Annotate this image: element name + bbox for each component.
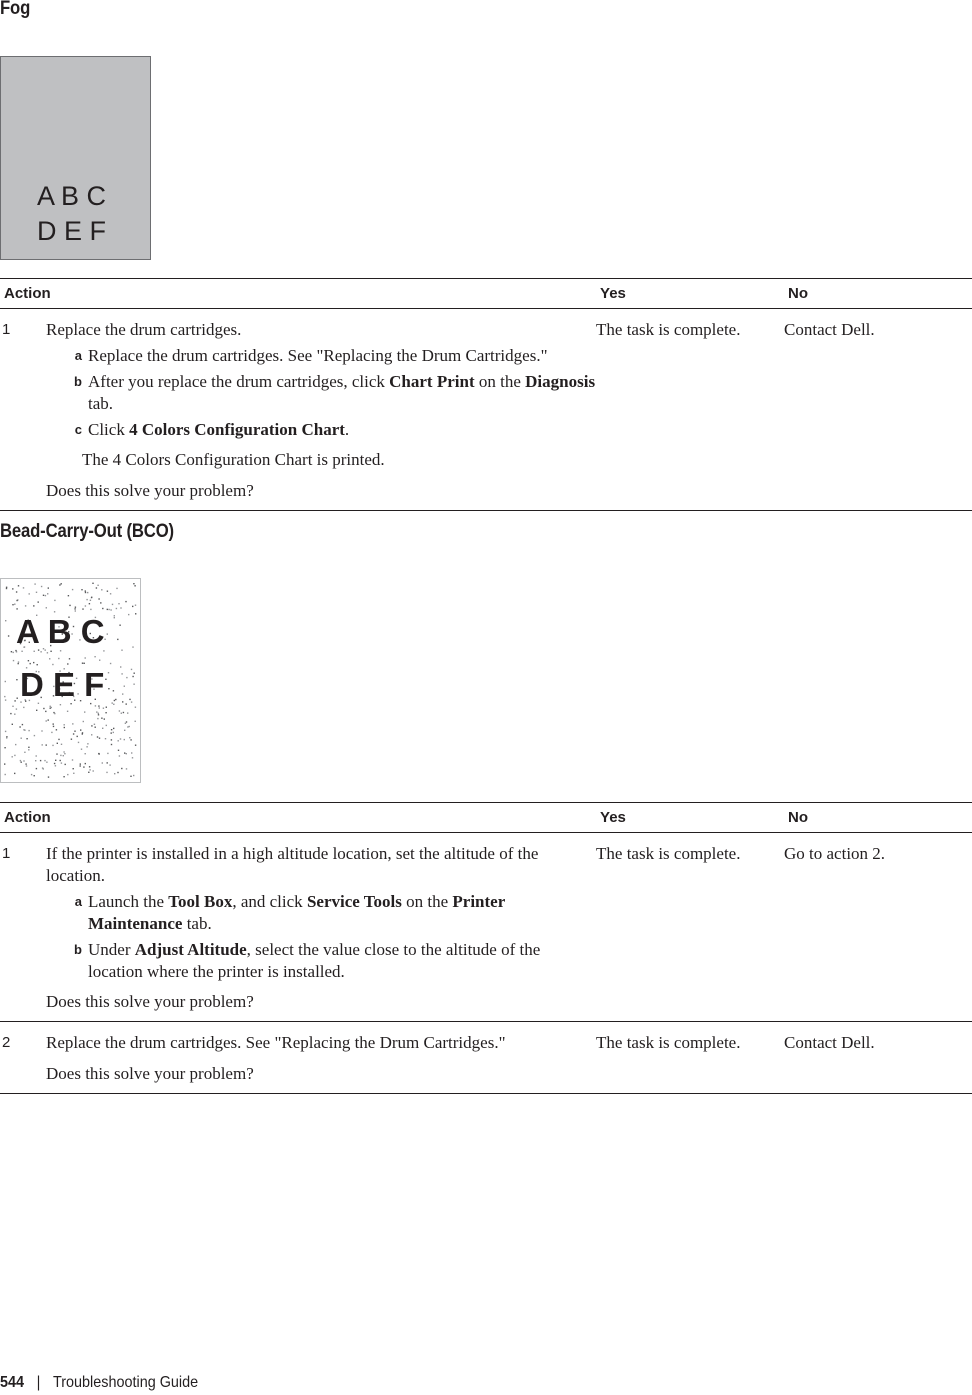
section-heading-fog: Fog	[0, 0, 31, 19]
action-question: Does this solve your problem?	[46, 992, 254, 1011]
table-row	[0, 1022, 972, 1094]
column-header-action: Action	[0, 803, 596, 833]
fog-sample-image	[0, 56, 152, 261]
action-intro: Replace the drum cartridges. See "Replacing the Drum Cartridges."	[46, 1033, 506, 1052]
action-number: 1	[0, 833, 46, 1022]
action-step	[46, 419, 596, 441]
ui-term-diagnosis: Diagnosis	[525, 372, 596, 391]
step-letter: c	[74, 422, 82, 437]
page-number: 544	[0, 1374, 25, 1391]
ui-term-service-tools: Service Tools	[306, 892, 402, 911]
action-question: Does this solve your problem?	[46, 481, 254, 500]
ui-term-chart-print: Chart Print	[389, 372, 475, 391]
action-number: 1	[0, 309, 46, 511]
table-header-row	[0, 279, 972, 309]
action-step	[46, 891, 596, 935]
bco-action-table	[0, 802, 972, 1094]
section-heading-bco: Bead-Carry-Out (BCO)	[0, 521, 174, 542]
fog-sample-line-2: D E F	[37, 216, 107, 246]
fog-action-table	[0, 278, 972, 511]
action-step	[46, 371, 596, 415]
ui-term-printer-maintenance: Printer Maintenance	[88, 892, 505, 933]
no-cell: Contact Dell.	[784, 1022, 972, 1094]
step-text: Click 4 Colors Configuration Chart.	[88, 420, 350, 439]
action-cell	[46, 833, 596, 1022]
action-question: Does this solve your problem?	[46, 1064, 254, 1083]
no-cell: Contact Dell.	[784, 309, 972, 511]
bco-sample-line-2: D E F	[20, 666, 105, 703]
ui-term-adjust-altitude: Adjust Altitude	[134, 940, 247, 959]
action-intro: If the printer is installed in a high altitude location, set the altitude of the location.	[46, 844, 539, 885]
step-letter: b	[74, 374, 82, 389]
table-header-row	[0, 803, 972, 833]
footer-separator: |	[36, 1374, 41, 1391]
action-note: The 4 Colors Configuration Chart is printed.	[82, 450, 385, 469]
ui-term-4-colors-configuration-chart: 4 Colors Configuration Chart	[129, 420, 345, 439]
column-header-yes: Yes	[596, 279, 784, 309]
step-letter: a	[74, 894, 82, 909]
footer-title: Troubleshooting Guide	[52, 1374, 199, 1391]
step-text: Replace the drum cartridges. See "Replacing the Drum Cartridges."	[88, 346, 548, 365]
step-letter: a	[74, 348, 82, 363]
column-header-action: Action	[0, 279, 596, 309]
column-header-no: No	[784, 803, 972, 833]
step-text: Under Adjust Altitude, select the value close to the altitude of the location where the printer is installed.	[88, 940, 541, 981]
yes-cell: The task is complete.	[596, 309, 784, 511]
bco-sample-line-1: A B C	[16, 613, 105, 650]
table-row	[0, 833, 972, 1022]
yes-cell: The task is complete.	[596, 833, 784, 1022]
action-cell	[46, 1022, 596, 1094]
action-cell	[46, 309, 596, 511]
step-text: After you replace the drum cartridges, click Chart Print on the Diagnosis tab.	[88, 372, 596, 413]
yes-cell: The task is complete.	[596, 1022, 784, 1094]
action-step	[46, 939, 596, 983]
page-footer	[0, 1374, 198, 1392]
step-text: Launch the Tool Box, and click Service Tools on the Printer Maintenance tab.	[88, 892, 505, 933]
no-cell: Go to action 2.	[784, 833, 972, 1022]
step-letter: b	[74, 942, 82, 957]
action-number: 2	[0, 1022, 46, 1094]
action-step	[46, 345, 596, 367]
fog-sample-line-1: A B C	[37, 181, 107, 211]
column-header-no: No	[784, 279, 972, 309]
column-header-yes: Yes	[596, 803, 784, 833]
table-row	[0, 309, 972, 511]
ui-term-tool-box: Tool Box	[168, 892, 233, 911]
bco-sample-image	[0, 578, 142, 784]
action-intro: Replace the drum cartridges.	[46, 320, 242, 339]
